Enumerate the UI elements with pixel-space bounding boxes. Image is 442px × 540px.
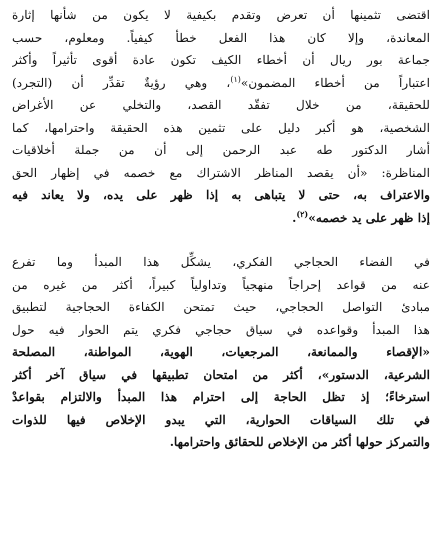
text-line: اقتضى تثمينها أن تعرض وتقدم بكيفية لا يكون من شأنها إثارة: [12, 8, 430, 22]
paragraph-1: [12, 4, 430, 229]
text-line: جماعة بور ريال أن أخطاء الكيف تكون عادة أقوى تأثيراً وأكثر: [12, 53, 430, 67]
paragraph-spacer: [12, 229, 430, 251]
text-line: للحقيقة، من خلال تفقّد القصد، والتخلي عن الأغراض: [12, 98, 430, 112]
text-segment: .: [292, 210, 297, 225]
text-line: والاعتراف به، حتى لا يتباهى به إذا ظهر على يده، ولا يعاند فيه: [12, 188, 430, 202]
text-segment: ، وهي رؤيةٌ تقدِّر أن (التجرد): [12, 75, 231, 90]
text-line: [12, 207, 430, 230]
footnote-marker-1: (١): [230, 74, 241, 84]
text-line: في تلك السياقات الحوارية، التي يبدو الإخلاص فيها للذوات: [12, 412, 430, 427]
text-segment: اعتباراً من أخطاء المضمون»: [240, 75, 430, 90]
text-line: الشرعية، الدستور»، أكثر من امتحان تطبيقها في سياق آخر أكثر: [12, 367, 430, 382]
paragraph-2: [12, 251, 430, 454]
text-line: استرخاءً؛ إذ تظل الحاجة إلى احترام هذا المبدأ والالتزام بقواعدْ: [12, 390, 430, 404]
text-line: المناظرة: «أن يقصد المناظر الاشتراك مع خصمه في إظهار الحق: [12, 165, 430, 180]
text-line: الشخصية، هو أكبر دليل على تثمين هذه الحقيقة واحترامها، كما: [12, 120, 430, 135]
text-line: مبادئ التواصل الحجاجي، حيث تمتحن الكفاءة الحجاجية لتطبيق: [12, 300, 430, 314]
text-line: [12, 72, 430, 95]
text-line: في الفضاء الحجاجي الفكري، يشكِّل هذا المبدأ وما تفرع: [12, 255, 430, 269]
text-line: هذا المبدأ وقواعده في سياق حجاجي فكري يتم الحوار فيه حول: [12, 322, 430, 337]
footnote-marker-2: (٢): [296, 208, 309, 219]
text-segment: إذا ظهر على يد خصمه»: [308, 210, 430, 225]
text-line: «الإقصاء والممانعة، المرجعيات، الهوية، المواطنة، المصلحة: [12, 345, 430, 359]
text-line: عنه من قواعد إحراجاً منهجياً وتداولياً كبيراً، أكثر من غيره من: [12, 277, 430, 292]
text-line: أشار الدكتور طه عبد الرحمن إلى أن من جملة أخلاقيات: [12, 143, 430, 157]
text-line: والتمركز حولها أكثر من الإخلاص للحقائق واحترامها.: [169, 435, 430, 449]
text-line: المعاندة، وإلا كان هذا الفعل خطأ كيفياً. ومعلوم، حسب: [12, 30, 430, 45]
